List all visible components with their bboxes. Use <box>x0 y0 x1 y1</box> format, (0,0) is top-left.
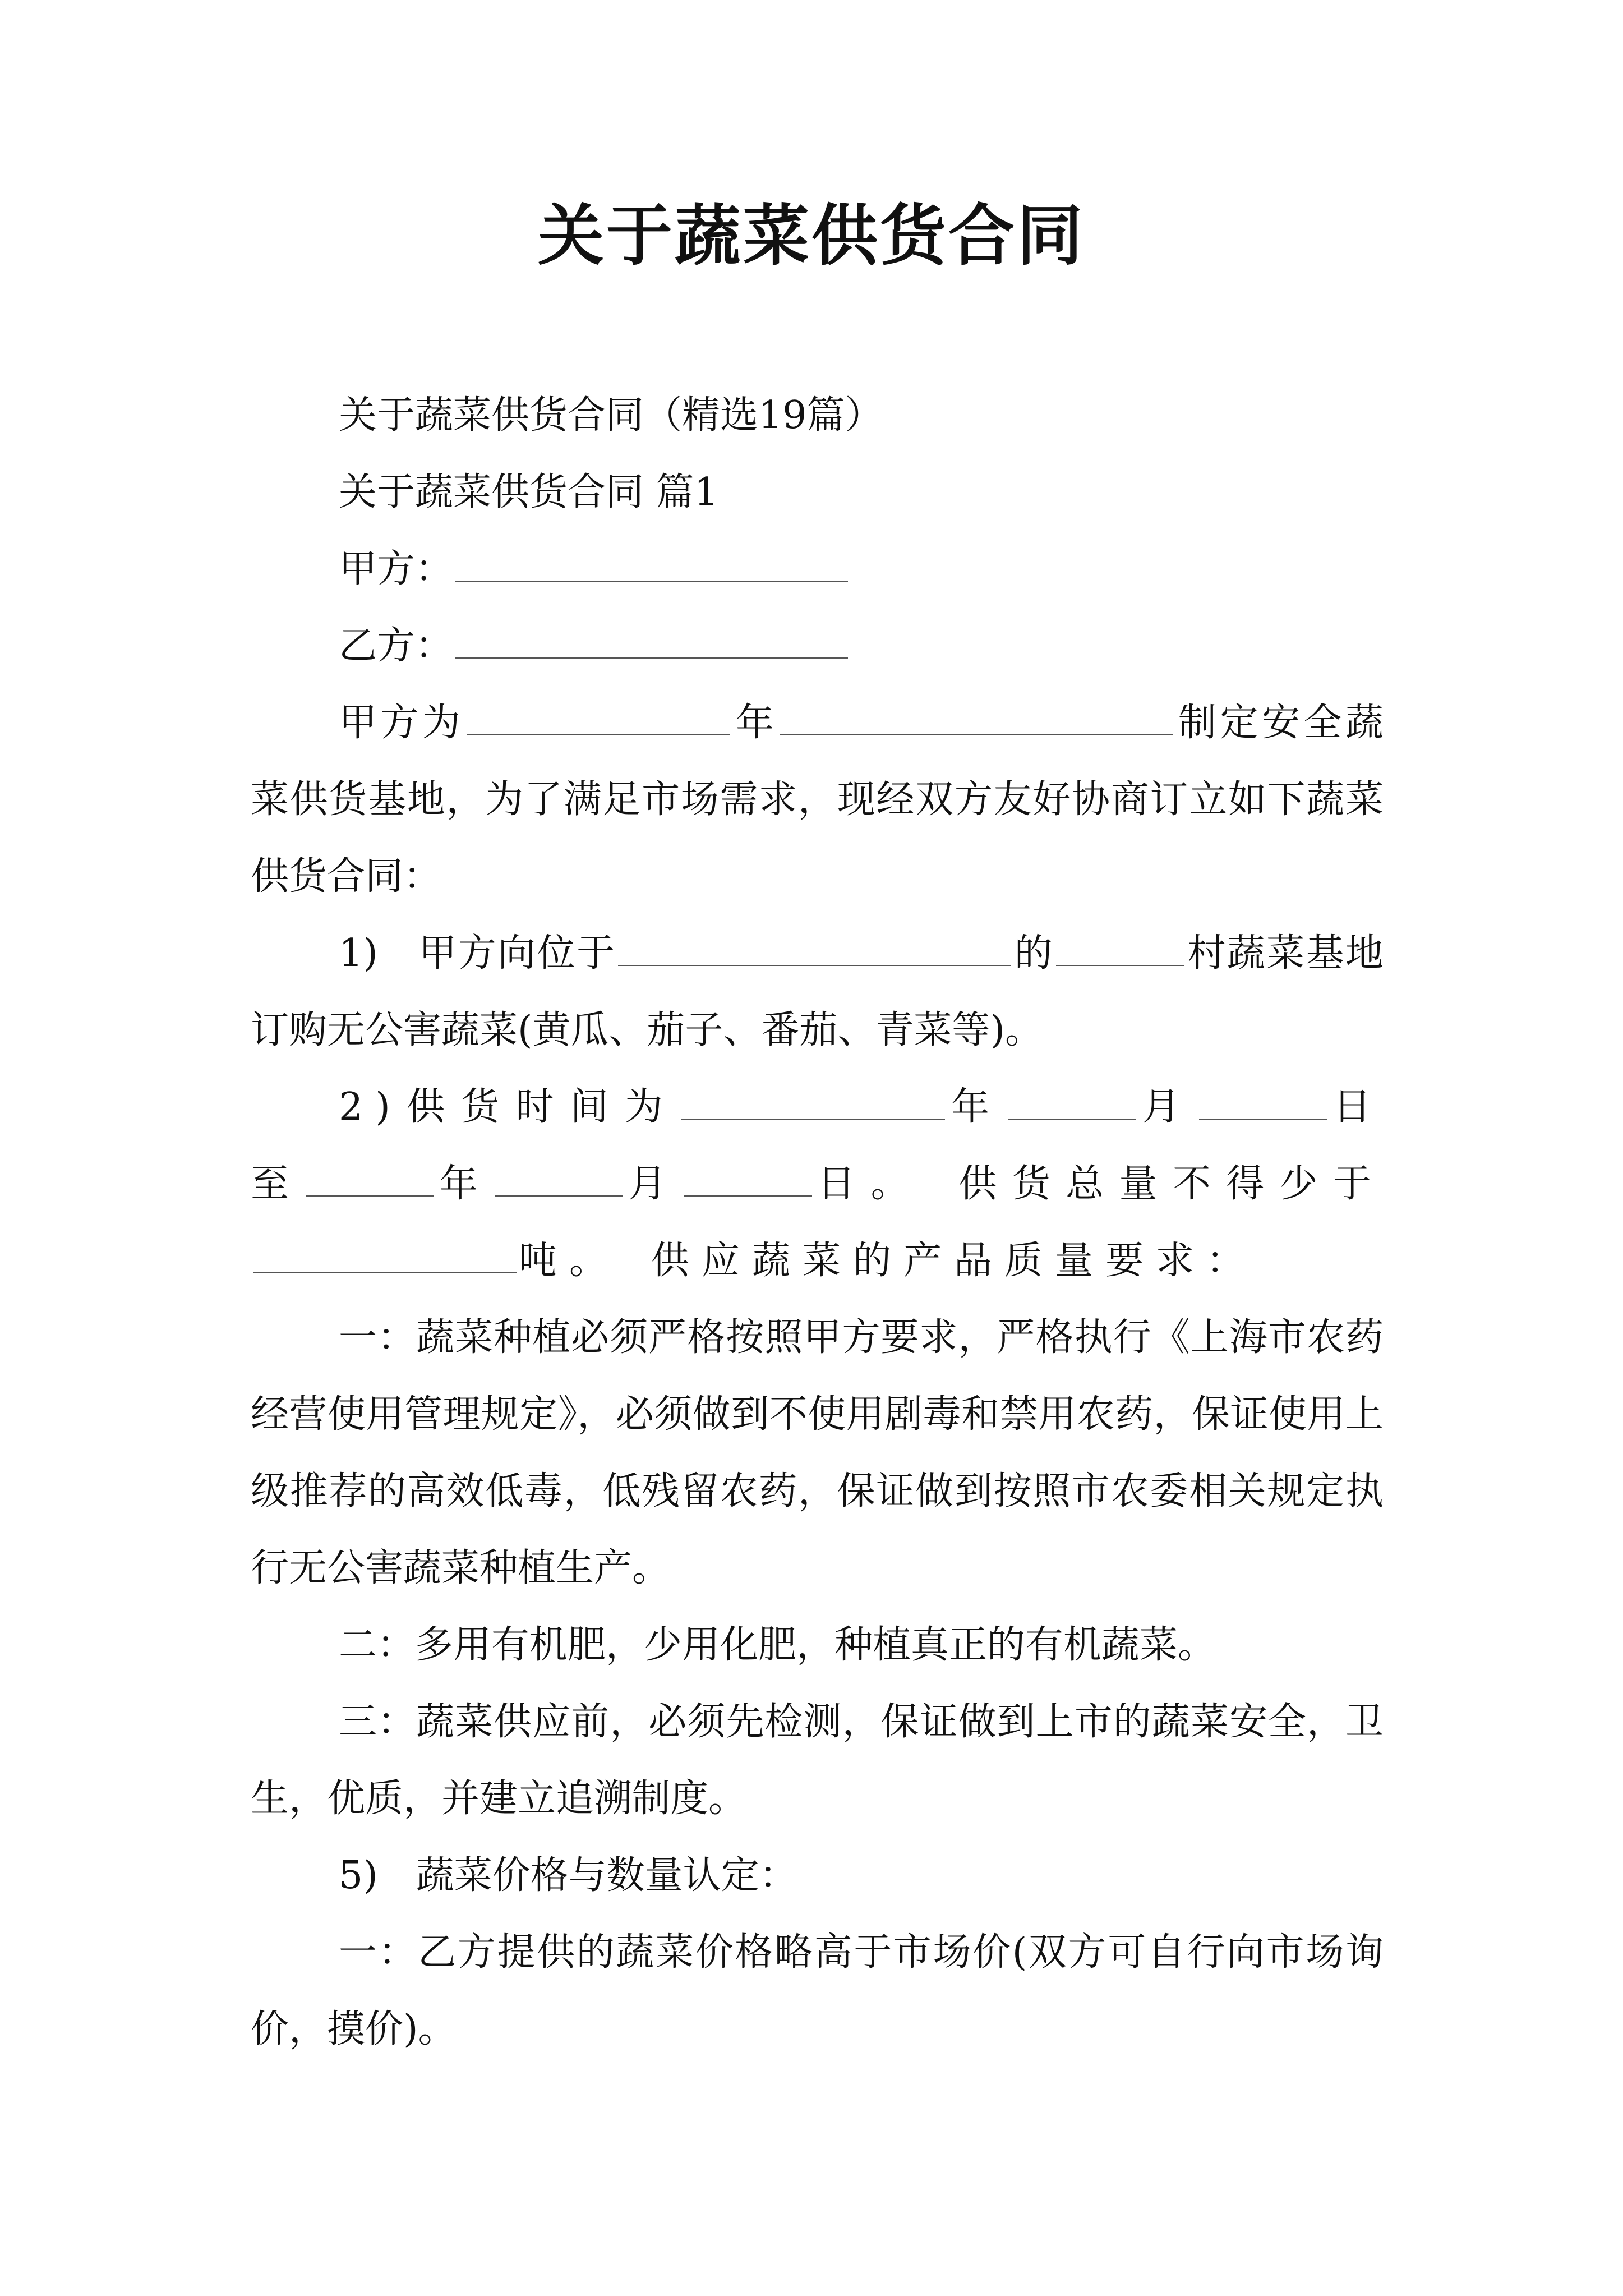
party-a-label: 甲方： <box>339 547 454 591</box>
clause-2-blank-6[interactable] <box>684 1158 812 1197</box>
clause-2-text-8: 吨。 供应蔬菜的产品质量要求： <box>519 1239 1257 1283</box>
clause-1-blank-1[interactable] <box>618 928 1011 966</box>
document-body <box>251 377 1384 2068</box>
party-a-line <box>251 531 1384 608</box>
quality-item-1: 一：蔬菜种植必须严格按照甲方要求，严格执行《上海市农药经营使用管理规定》，必须做到不使用剧毒和禁用农药，保证使用上级推荐的高效低毒，低残留农药，保证做到按照市农委相关规定执行无公害蔬菜种植生产。 <box>251 1315 1384 1590</box>
quality-item-2: 二：多用有机肥，少用化肥，种植真正的有机蔬菜。 <box>339 1623 1216 1667</box>
party-b-label: 乙方： <box>339 624 454 668</box>
clause-2-text-3: 月 <box>1138 1085 1197 1129</box>
intro-paragraph <box>251 684 1384 915</box>
clause-2-blank-4[interactable] <box>306 1158 434 1197</box>
clause-2-blank-1[interactable] <box>681 1082 945 1120</box>
intro-text-3: 制定安全蔬菜供货基地，为了满足市场需求，现经双方友好协商订立如下蔬菜供货合同： <box>251 701 1384 899</box>
intro-blank-2[interactable] <box>780 697 1173 735</box>
party-b-line <box>251 608 1384 684</box>
clause-2-text-4: 日至 <box>251 1085 1384 1206</box>
intro-text-1: 甲方为 <box>339 701 464 745</box>
clause-2-blank-5[interactable] <box>495 1158 623 1197</box>
clause-2-blank-2[interactable] <box>1008 1082 1136 1120</box>
clause-2-blank-3[interactable] <box>1199 1082 1327 1120</box>
clause-5-heading: 5) 蔬菜价格与数量认定： <box>339 1853 797 1898</box>
clause-1-text-2: 的 <box>1013 931 1054 976</box>
intro-text-2: 年 <box>732 701 778 745</box>
clause-1-text-3: 村蔬菜基地订购无公害蔬菜(黄瓜、茄子、番茄、青菜等)。 <box>251 931 1384 1052</box>
clause-2-text-2: 年 <box>947 1085 1006 1129</box>
subtitle: 关于蔬菜供货合同（精选19篇） <box>339 393 883 438</box>
clause-2 <box>251 1069 1384 1299</box>
clause-1-blank-2[interactable] <box>1056 928 1184 966</box>
clause-1-text-1: 1) 甲方向位于 <box>339 931 616 976</box>
party-b-blank[interactable] <box>455 620 848 659</box>
clause-5-item-1: 一：乙方提供的蔬菜价格略高于市场价(双方可自行向市场询价，摸价)。 <box>251 1930 1384 2051</box>
quality-item-3: 三：蔬菜供应前，必须先检测，保证做到上市的蔬菜安全，卫生，优质，并建立追溯制度。 <box>251 1700 1384 1821</box>
clause-2-text-7: 日。 供货总量不得少于 <box>814 1162 1384 1206</box>
clause-2-text-1: 2)供货时间为 <box>339 1085 679 1129</box>
clause-2-text-6: 月 <box>625 1162 682 1206</box>
party-a-blank[interactable] <box>455 544 848 582</box>
document-title: 关于蔬菜供货合同 <box>537 196 1085 274</box>
clause-2-text-5: 年 <box>436 1162 494 1206</box>
section-heading: 关于蔬菜供货合同 篇1 <box>339 470 718 514</box>
clause-1 <box>251 915 1384 1069</box>
intro-blank-1[interactable] <box>467 697 730 735</box>
clause-2-blank-7[interactable] <box>253 1235 517 1273</box>
